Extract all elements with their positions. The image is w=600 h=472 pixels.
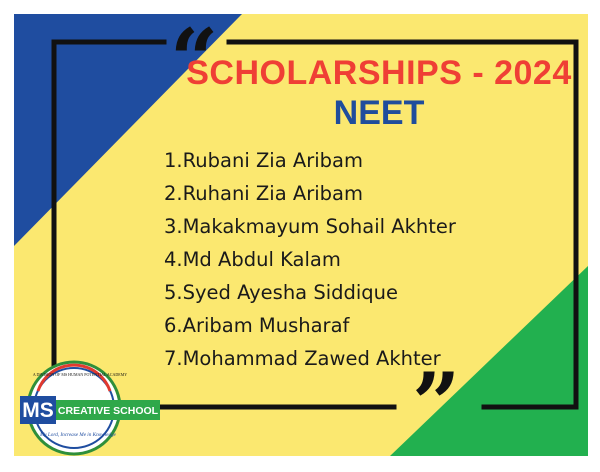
- student-name: Md Abdul Kalam: [182, 248, 341, 271]
- student-name: Makakmayum Sohail Akhter: [182, 215, 456, 238]
- student-name: Ruhani Zia Aribam: [182, 182, 363, 205]
- list-item-number: 2.: [164, 182, 183, 205]
- student-name: Syed Ayesha Siddique: [182, 281, 399, 304]
- student-name: Rubani Zia Aribam: [182, 149, 363, 172]
- poster-title: SCHOLARSHIPS - 2024: [186, 54, 572, 92]
- list-item-number: 5.: [164, 281, 183, 304]
- list-item: [164, 276, 456, 309]
- open-quote-mark: “: [170, 14, 219, 109]
- student-name: Mohammad Zawed Akhter: [182, 347, 441, 370]
- school-logo: [16, 356, 164, 456]
- list-item-number: 6.: [164, 314, 183, 337]
- logo-school-name: CREATIVE SCHOOL: [57, 405, 159, 417]
- list-item-number: 3.: [164, 215, 183, 238]
- list-item-number: 4.: [164, 248, 183, 271]
- list-item: [164, 243, 456, 276]
- scholarship-poster: [14, 14, 588, 456]
- list-item: [164, 309, 456, 342]
- logo-motto: My Lord, Increase Me in Knowledge: [40, 432, 116, 438]
- list-item-number: 7.: [164, 347, 183, 370]
- frame-left-border: [54, 42, 164, 407]
- close-quote-mark: ”: [412, 354, 461, 453]
- list-item: [164, 210, 456, 243]
- scholarship-list: [164, 144, 456, 375]
- logo-initials: MS: [22, 399, 54, 422]
- list-item: [164, 144, 456, 177]
- list-item: [164, 342, 456, 375]
- logo-top-text: A DIVISION OF MS HUMAN POTENTIAL ACADEMY: [32, 372, 128, 377]
- student-name: Aribam Musharaf: [182, 314, 350, 337]
- list-item-number: 1.: [164, 149, 183, 172]
- poster-subtitle: NEET: [333, 94, 425, 132]
- list-item: [164, 177, 456, 210]
